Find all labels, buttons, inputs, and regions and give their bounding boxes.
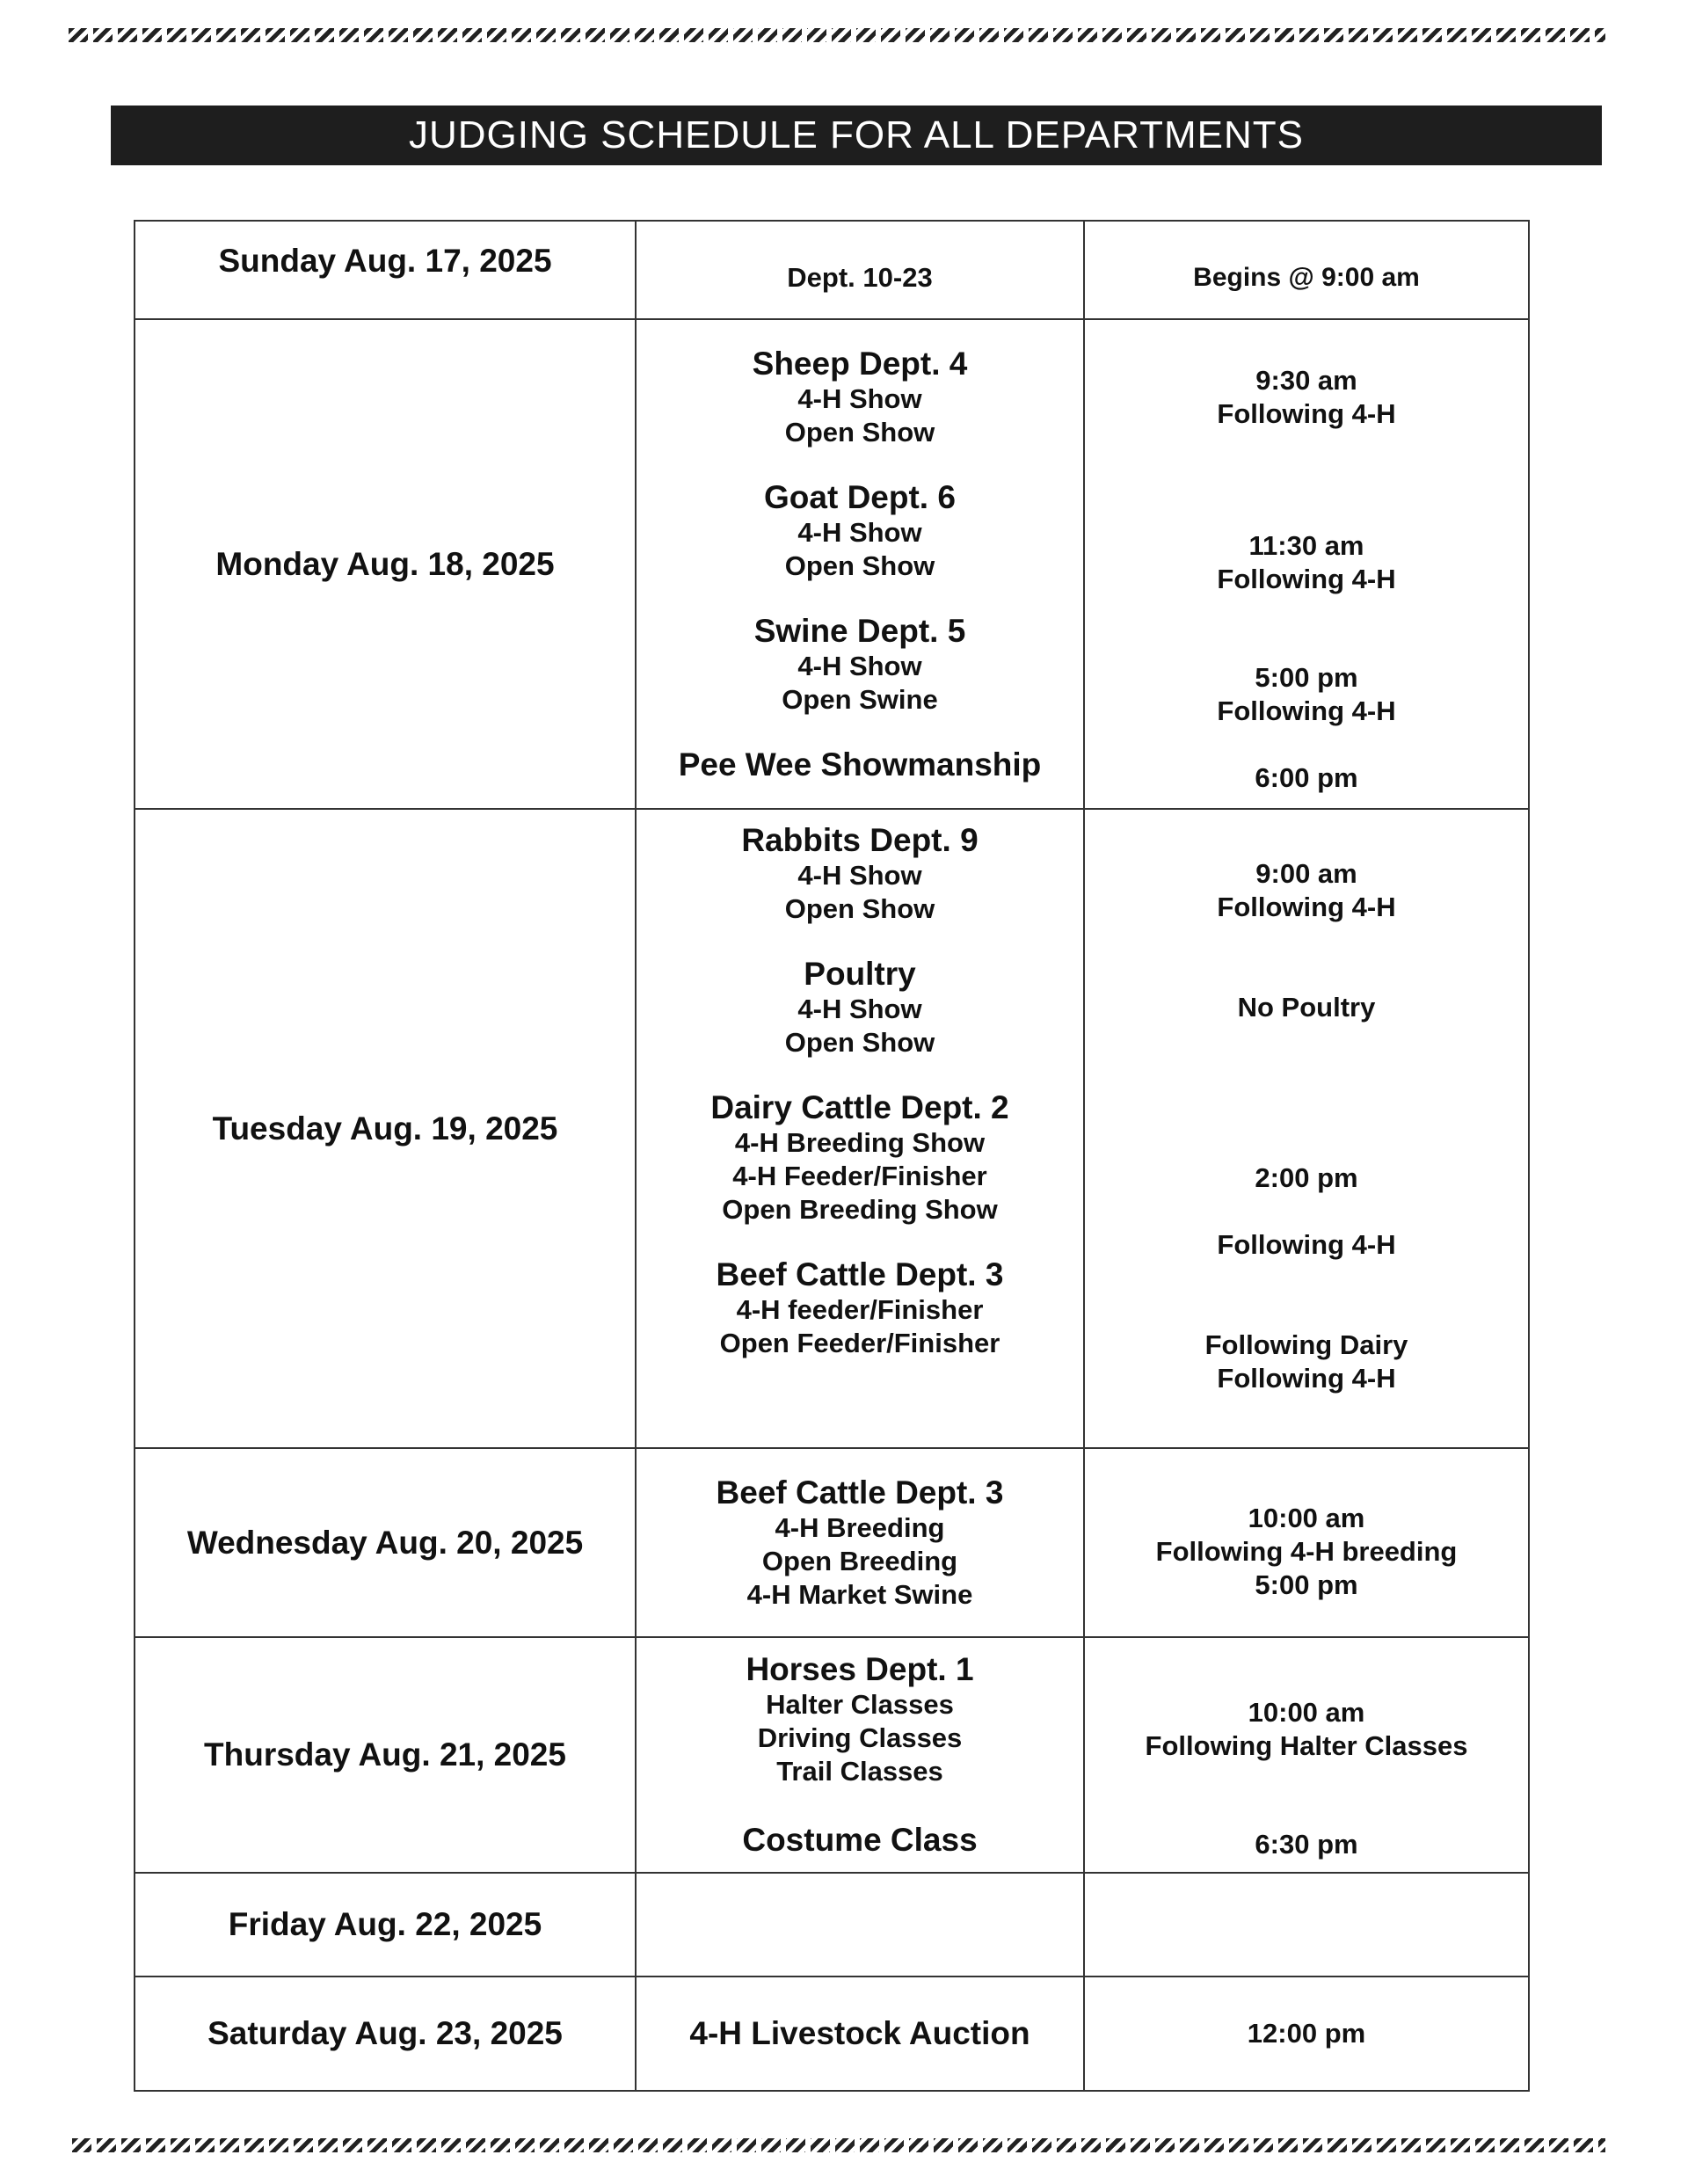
event-dairy-title: Dairy Cattle Dept. 2 bbox=[710, 1089, 1009, 1125]
event-cell: Beef Cattle Dept. 3 4-H Breeding Open Breeding 4-H Market Swine bbox=[636, 1448, 1084, 1637]
event-cell bbox=[636, 1873, 1084, 1977]
table-row-tuesday bbox=[135, 809, 1529, 1448]
judging-schedule-table bbox=[134, 220, 1530, 2092]
page-title: JUDGING SCHEDULE FOR ALL DEPARTMENTS bbox=[408, 113, 1305, 157]
day-cell: Friday Aug. 22, 2025 bbox=[135, 1873, 636, 1977]
table-row-friday bbox=[135, 1873, 1529, 1977]
table-row-saturday bbox=[135, 1977, 1529, 2091]
event-cell: 4-H Livestock Auction bbox=[636, 1977, 1084, 2091]
event-swine-title: Swine Dept. 5 bbox=[753, 612, 966, 649]
day-cell: Wednesday Aug. 20, 2025 bbox=[135, 1448, 636, 1637]
event-costume-title: Costume Class bbox=[742, 1822, 978, 1858]
table-row-monday bbox=[135, 319, 1529, 809]
time-cell: 9:30 am Following 4-H 11:30 am Following 4-H 5:00 pm Following 4-H 6:00 pm bbox=[1084, 319, 1529, 809]
page-title-banner bbox=[111, 106, 1602, 165]
event-cell: Dept. 10-23 bbox=[636, 221, 1084, 319]
day-cell: Tuesday Aug. 19, 2025 bbox=[135, 809, 636, 1448]
time-cell: 9:00 am Following 4-H No Poultry 2:00 pm Following 4-H Following Dairy Following 4-H bbox=[1084, 809, 1529, 1448]
time-cell: 12:00 pm bbox=[1084, 1977, 1529, 2091]
event-sheep-title: Sheep Dept. 4 bbox=[752, 345, 968, 382]
event-rabbits-title: Rabbits Dept. 9 bbox=[741, 822, 979, 858]
day-cell: Thursday Aug. 21, 2025 bbox=[135, 1637, 636, 1873]
event-poultry-title: Poultry bbox=[804, 956, 916, 992]
time-cell: 10:00 am Following 4-H breeding 5:00 pm bbox=[1084, 1448, 1529, 1637]
day-cell: Monday Aug. 18, 2025 bbox=[135, 319, 636, 809]
event-cell: Horses Dept. 1 Halter Classes Driving Classes Trail Classes Costume Class bbox=[636, 1637, 1084, 1873]
table-row-thursday bbox=[135, 1637, 1529, 1873]
day-cell: Saturday Aug. 23, 2025 bbox=[135, 1977, 636, 2091]
time-cell: Begins @ 9:00 am bbox=[1084, 221, 1529, 319]
table-row-wednesday bbox=[135, 1448, 1529, 1637]
event-goat-title: Goat Dept. 6 bbox=[764, 478, 956, 515]
time-cell: 10:00 am Following Halter Classes 6:30 pm bbox=[1084, 1637, 1529, 1873]
event-cell: Sheep Dept. 4 4-H Show Open Show Goat Dept. 6 4-H Show Open Show Swine Dept. 5 4-H Show Open Swine Pee Wee Showmanship bbox=[636, 319, 1084, 809]
time-cell bbox=[1084, 1873, 1529, 1977]
event-peewee-title: Pee Wee Showmanship bbox=[678, 746, 1042, 783]
table-row-sunday bbox=[135, 221, 1529, 319]
event-beef-title: Beef Cattle Dept. 3 bbox=[716, 1256, 1004, 1292]
event-horses-title: Horses Dept. 1 bbox=[746, 1651, 974, 1687]
decorative-rope-border-top bbox=[69, 28, 1605, 42]
day-cell: Sunday Aug. 17, 2025 bbox=[135, 221, 636, 319]
decorative-rope-border-bottom bbox=[72, 2138, 1605, 2152]
event-beef-title: Beef Cattle Dept. 3 bbox=[716, 1474, 1004, 1511]
event-cell: Rabbits Dept. 9 4-H Show Open Show Poultry 4-H Show Open Show Dairy Cattle Dept. 2 4-H Breeding Show 4-H Feeder/Finisher Open Breeding Show Beef Cattle Dept. 3 4-H feeder/Finisher Open Feeder/Finisher bbox=[636, 809, 1084, 1448]
